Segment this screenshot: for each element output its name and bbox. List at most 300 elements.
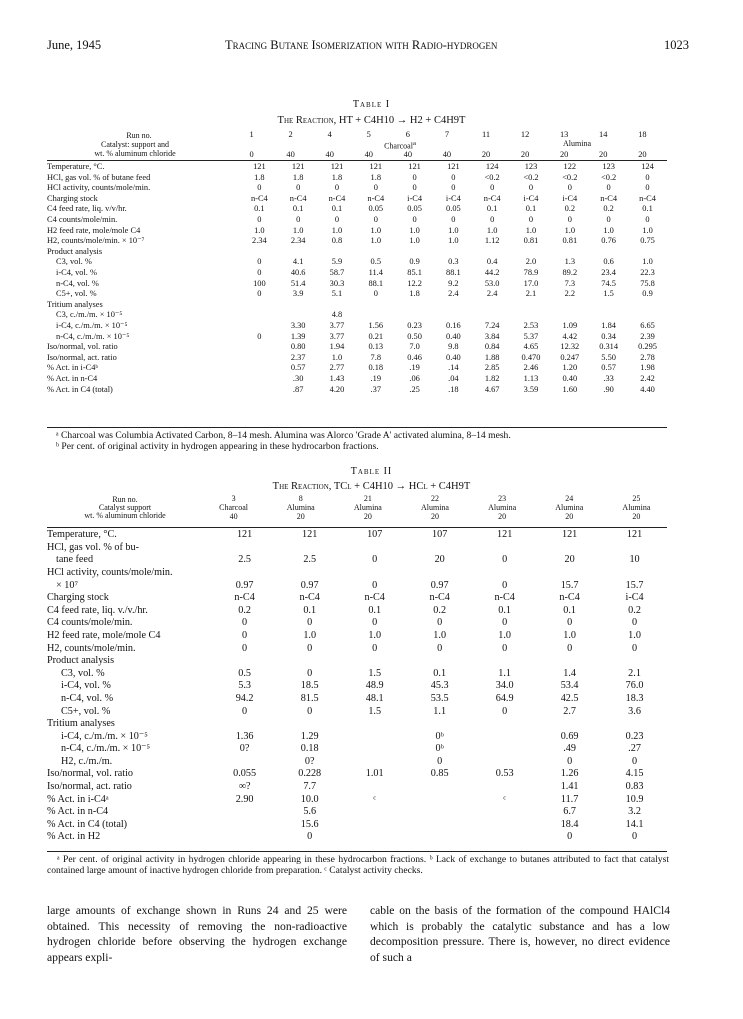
table1-row bbox=[47, 279, 667, 290]
table2-cell bbox=[602, 567, 667, 580]
table2-cell bbox=[407, 718, 472, 731]
table1-cell: 0 bbox=[451, 215, 456, 225]
table2-row-label: % Act. in C4 (total) bbox=[47, 818, 128, 830]
table1-cell: 0.9 bbox=[642, 289, 653, 299]
table2-cell: n-C4 bbox=[429, 592, 450, 604]
table2-cell: 15.7 bbox=[560, 579, 579, 591]
table2-row-label: H2, counts/mole/min. bbox=[47, 642, 136, 654]
table2-cell: 0.1 bbox=[433, 667, 447, 679]
table2-cell bbox=[342, 655, 407, 668]
table2-cell: 6.7 bbox=[563, 806, 576, 818]
table2-cell bbox=[407, 819, 472, 832]
table1-cell: 0.16 bbox=[446, 321, 461, 330]
table2-cell bbox=[212, 542, 277, 555]
table2-cell bbox=[472, 781, 537, 794]
table1-cell: 3.77 bbox=[329, 321, 345, 330]
table2-row-label: % Act. in H2 bbox=[47, 831, 101, 843]
table1-row-label: Iso/normal, vol. ratio bbox=[47, 342, 118, 352]
table1-row-label: C3, c./m./m. × 10⁻⁵ bbox=[56, 310, 123, 320]
table1-cell: 7.0 bbox=[409, 342, 420, 352]
table2-row-label: × 10⁷ bbox=[56, 579, 79, 591]
table2-cell: .49 bbox=[563, 743, 576, 755]
table1-cell: 0.84 bbox=[484, 342, 500, 352]
table2-cell: 0? bbox=[304, 755, 315, 767]
table1-cell: 2.42 bbox=[640, 373, 655, 383]
table1-cell: 0.1 bbox=[642, 204, 653, 214]
table1-cell: 1.0 bbox=[409, 236, 420, 246]
table2-cell bbox=[212, 806, 277, 819]
table2-pct-value: 20 bbox=[296, 511, 305, 521]
table1-run-number: 1 bbox=[249, 130, 254, 140]
table2-cell: 45.3 bbox=[430, 680, 449, 692]
table2-cell: 0.2 bbox=[433, 604, 447, 616]
table1-cell: 1.0 bbox=[564, 225, 576, 235]
table1-cell: n-C4 bbox=[367, 193, 385, 203]
table1-cell: 11.4 bbox=[368, 268, 383, 278]
table2-pct-value: 20 bbox=[498, 511, 507, 521]
table2-cell: 10 bbox=[629, 554, 640, 566]
table2-cell: 1.0 bbox=[303, 629, 317, 641]
table1-cell: 0 bbox=[567, 215, 572, 225]
table1-row-label: C3, vol. % bbox=[56, 257, 92, 267]
table2-cell: 14.1 bbox=[625, 818, 644, 830]
table1-cell: 1.39 bbox=[290, 331, 306, 341]
table1-bottom-rule bbox=[47, 427, 667, 428]
table1-cell: 1.0 bbox=[486, 225, 498, 235]
table1-cell bbox=[395, 247, 434, 258]
table1-cell: 0.57 bbox=[290, 363, 306, 373]
table1-cell: 0 bbox=[296, 215, 301, 225]
table1-pct-value: 40 bbox=[325, 150, 334, 160]
table1-cell: 1.0 bbox=[642, 225, 653, 235]
table2-row-label: HCl, gas vol. % of bu- bbox=[47, 541, 139, 553]
table2-cell: 0.5 bbox=[238, 667, 251, 679]
table1-cell bbox=[240, 300, 279, 311]
body-text-right: cable on the basis of the formation of the compound HAlCl4 which is probably the catalytic substance and has a low decomposition pressure. There is, however, no direct evidence of such a bbox=[370, 904, 670, 964]
table1-cell: 0 bbox=[412, 215, 417, 225]
table2-cell bbox=[407, 831, 472, 844]
table1-cell: 22.3 bbox=[640, 268, 655, 278]
table1-cell: 78.9 bbox=[523, 268, 539, 278]
table1-pct-value: 20 bbox=[481, 150, 491, 160]
table2-cell bbox=[472, 567, 537, 580]
table2-cell: ᶜ bbox=[503, 793, 506, 805]
table1-cell: 0 bbox=[528, 215, 534, 225]
table1-cell: 7.8 bbox=[370, 352, 382, 362]
table1-cell: 121 bbox=[369, 162, 383, 172]
table2-row bbox=[47, 668, 667, 681]
table2-cell: n-C4 bbox=[299, 592, 320, 604]
table2-row-label: tane feed bbox=[56, 554, 94, 566]
table1-cell: 0.80 bbox=[290, 342, 306, 352]
table1-cell: 3.59 bbox=[523, 384, 539, 394]
table1-cell: 5.37 bbox=[523, 331, 539, 341]
table2-row bbox=[47, 756, 667, 769]
table1-cell: 4.8 bbox=[331, 310, 343, 320]
table1-cell: 1.88 bbox=[484, 352, 500, 362]
table1-cell bbox=[473, 310, 512, 321]
table2-cell: 0 bbox=[437, 755, 443, 767]
table2-cell: 0 bbox=[502, 579, 508, 591]
table2-cell: 2.5 bbox=[238, 554, 251, 566]
table2-run-label: Run no. bbox=[112, 495, 138, 504]
table1-row-label: n-C4, vol. % bbox=[56, 278, 99, 288]
table2-footnote: ᵃ Per cent. of original activity in hydrogen chloride appearing in these hydrocarbon fractions. ᵇ Lack of exchange to butanes attributed to fact that catalyst contained large amount of inactive hydrogen chloride from preparation. ᶜ Catalyst activity checks. bbox=[47, 854, 669, 877]
table2-cell: 2.90 bbox=[235, 793, 254, 805]
table2-row bbox=[47, 605, 667, 618]
table2-cell bbox=[212, 655, 277, 668]
table1-row-label: C5+, vol. % bbox=[56, 289, 97, 299]
table1-run-number: 12 bbox=[520, 130, 530, 140]
table1-cell: .19 bbox=[370, 373, 382, 383]
table1-cell: 0.247 bbox=[560, 352, 580, 362]
table2-cell bbox=[472, 756, 537, 769]
table1-pct-row bbox=[232, 150, 662, 161]
table1-run-number: 2 bbox=[288, 130, 293, 140]
table1-cell: 1.43 bbox=[329, 373, 345, 383]
table1-cell: n-C4 bbox=[600, 193, 617, 203]
table1-cell: 4.1 bbox=[292, 257, 304, 267]
table2-cell: 0.23 bbox=[625, 730, 644, 742]
table1-cell: 0 bbox=[490, 183, 495, 193]
table1-cell: 1.0 bbox=[254, 225, 265, 235]
table1-cell: 1.13 bbox=[523, 373, 539, 383]
table2-cell: 0.18 bbox=[300, 743, 319, 755]
table2-cell bbox=[342, 731, 407, 744]
table1-cell bbox=[318, 247, 357, 258]
table1-cell: n-C4 bbox=[289, 193, 307, 203]
table2-cell: 0.83 bbox=[625, 781, 644, 793]
table2-cell bbox=[342, 718, 407, 731]
table1-cell: 4.20 bbox=[329, 384, 345, 394]
table2-cell bbox=[407, 542, 472, 555]
table2-cell: 0.53 bbox=[495, 768, 514, 780]
table1-cell: 0.50 bbox=[407, 331, 422, 341]
table2-row-label: i-C4, vol. % bbox=[61, 680, 111, 692]
table1-row bbox=[47, 257, 667, 268]
table2-cell: 0 bbox=[502, 705, 508, 717]
table1-cell: 17.0 bbox=[523, 278, 539, 288]
table2-support: Alumina bbox=[555, 502, 584, 512]
table2-row bbox=[47, 743, 667, 756]
table1-cell: 0.295 bbox=[638, 342, 657, 352]
table1-cell: 2.37 bbox=[290, 352, 306, 362]
table1-cell: 121 bbox=[291, 162, 305, 172]
table1-cell: 1.60 bbox=[562, 384, 578, 394]
table1-row-label: % Act. in n-C4 bbox=[47, 373, 98, 383]
table2-row-label: H2, c./m./m. bbox=[61, 755, 113, 767]
table2-cell: 0.2 bbox=[238, 604, 251, 616]
table1-cell: 0.76 bbox=[601, 236, 616, 246]
table1-cell: 0 bbox=[334, 183, 340, 193]
table2-cell bbox=[602, 655, 667, 668]
table1-row-label: H2 feed rate, mole/mole C4 bbox=[47, 225, 141, 235]
table2-pct-value: 20 bbox=[632, 511, 641, 521]
table1-cell: 74.5 bbox=[601, 278, 616, 288]
table1-cell: 0.40 bbox=[562, 373, 578, 383]
table2-row bbox=[47, 781, 667, 794]
table2-cell bbox=[472, 819, 537, 832]
table1-cell: 1.0 bbox=[603, 225, 614, 235]
table1-cell bbox=[240, 321, 279, 332]
table1-cell: 1.09 bbox=[562, 321, 578, 330]
table2-pct-label: wt. % aluminum chloride bbox=[84, 511, 166, 520]
table2-run-number: 25 bbox=[632, 493, 641, 503]
table1-cell: .06 bbox=[409, 373, 420, 383]
table1-cell: 0.23 bbox=[407, 321, 422, 330]
table1-cell: 1.84 bbox=[601, 321, 616, 330]
table1-cell: i-C4 bbox=[523, 193, 539, 203]
table2-cell: 18.4 bbox=[560, 818, 579, 830]
table1-cell: 0.05 bbox=[446, 204, 461, 214]
table2-row-label: Tritium analyses bbox=[47, 718, 115, 730]
header-date: June, 1945 bbox=[47, 38, 102, 52]
table1-label: Table I bbox=[352, 99, 391, 110]
table1-row-label: Tritium analyses bbox=[47, 299, 103, 309]
table2-cell: 3.2 bbox=[628, 806, 641, 818]
table1-cell: 0.46 bbox=[407, 352, 422, 362]
table2-cell bbox=[342, 819, 407, 832]
table1-cell: 2.34 bbox=[252, 236, 267, 246]
table1-cell: 1.0 bbox=[331, 352, 343, 362]
table1-cell: .19 bbox=[409, 363, 420, 373]
table1-run-label: Run no. bbox=[126, 131, 152, 140]
table2-run-number: 3 bbox=[231, 493, 236, 503]
table2-cell bbox=[277, 567, 342, 580]
table2-cell: 121 bbox=[302, 529, 318, 541]
table1-footnote-b: ᵇ Per cent. of original activity in hydrogen appearing in these hydrocarbon fractions. bbox=[56, 441, 379, 452]
table1-row-label: Iso/normal, act. ratio bbox=[47, 352, 117, 362]
table1-cell: 0 bbox=[412, 183, 417, 193]
table2-row-label: i-C4, c./m./m. × 10⁻⁵ bbox=[61, 730, 148, 742]
table2-row bbox=[47, 768, 667, 781]
table1-cell: 51.4 bbox=[290, 278, 306, 288]
table1-cell bbox=[589, 300, 628, 311]
table2-cell: 0 bbox=[307, 642, 313, 654]
table2-label: Table II bbox=[350, 466, 393, 477]
table2-body bbox=[47, 529, 667, 844]
table1-row-label: H2, counts/mole/min. × 10⁻⁷ bbox=[47, 236, 145, 246]
table1-cell: 5.9 bbox=[331, 257, 343, 267]
table2-cell: 1.0 bbox=[433, 629, 447, 641]
table1-run-number: 5 bbox=[366, 130, 371, 140]
table1-cell bbox=[279, 300, 318, 311]
table1-cell: 0.2 bbox=[564, 204, 576, 214]
table2-cell bbox=[472, 831, 537, 844]
table2-row bbox=[47, 693, 667, 706]
table2-run-number: 22 bbox=[430, 493, 439, 503]
table1-run-number: 7 bbox=[444, 130, 450, 140]
table2-cell: 0 bbox=[502, 642, 508, 654]
table1-cell: 0 bbox=[373, 215, 378, 225]
table2-cell: 5.3 bbox=[238, 680, 251, 692]
table1-cell: 1.0 bbox=[409, 225, 420, 235]
table1-cell bbox=[240, 374, 279, 385]
table2-row bbox=[47, 617, 667, 630]
table2-support: Alumina bbox=[488, 502, 517, 512]
table2-cell bbox=[342, 781, 407, 794]
table2-cell: 0 bbox=[242, 617, 248, 629]
table1-cell: 1.56 bbox=[368, 321, 384, 330]
table2-cell: 121 bbox=[236, 529, 253, 541]
table1-cell: 0.1 bbox=[331, 204, 343, 214]
table1-cell: 88.1 bbox=[446, 268, 461, 278]
table2-cell: 0 bbox=[307, 705, 313, 717]
table1-cell: 1.5 bbox=[603, 289, 614, 299]
table2-cell: 20 bbox=[564, 554, 575, 566]
table1-cell: .90 bbox=[603, 384, 614, 394]
table1-run-number: 4 bbox=[327, 130, 332, 140]
table1-row-label: HCl, gas vol. % of butane feed bbox=[47, 172, 151, 182]
table2-row-label: n-C4, vol. % bbox=[61, 692, 114, 704]
table2-cell: 2.7 bbox=[563, 705, 576, 717]
table1-cell: 0 bbox=[373, 289, 378, 299]
table2-cell: 5.6 bbox=[303, 806, 317, 818]
table1-row-label: % Act. in i-C4ᵇ bbox=[47, 363, 98, 373]
table1-run-number: 13 bbox=[559, 130, 569, 140]
table2-cell: 1.01 bbox=[365, 768, 384, 780]
table1-cell: 40.6 bbox=[290, 268, 306, 278]
table1-cell: 85.1 bbox=[407, 268, 422, 278]
table1-pct-value: 40 bbox=[286, 150, 295, 160]
table2-cell bbox=[277, 542, 342, 555]
table1-cell: <0.2 bbox=[523, 172, 539, 182]
table2-row bbox=[47, 592, 667, 605]
table2-cell: 107 bbox=[432, 529, 448, 541]
table1-cell bbox=[395, 310, 434, 321]
table2-row-label: C5+, vol. % bbox=[61, 705, 111, 717]
table2-cell: 0 bbox=[307, 667, 313, 679]
table1-cell: 0 bbox=[567, 183, 572, 193]
table1-cell: 0 bbox=[528, 183, 534, 193]
table1-cell: 0.1 bbox=[525, 204, 537, 214]
table1-pct-value: 40 bbox=[442, 150, 452, 160]
table1-cell: 1.0 bbox=[292, 225, 304, 235]
table2-cell: 94.2 bbox=[235, 692, 254, 704]
table1-cell: 2.0 bbox=[525, 257, 537, 267]
table1-group-charcoal: Charcoal$^a$ bbox=[384, 140, 416, 151]
table1-row-label: C4 feed rate, liq. v/v/hr. bbox=[47, 204, 127, 214]
table2-cell: 0.69 bbox=[560, 730, 579, 742]
table1-cell bbox=[356, 310, 395, 321]
table2-support: Alumina bbox=[622, 502, 651, 512]
table2-row bbox=[47, 819, 667, 832]
table1-catalyst-label: Catalyst: support and bbox=[101, 140, 169, 149]
table1-cell: 0.40 bbox=[446, 352, 461, 362]
table1-pct-label: wt. % aluminum chloride bbox=[94, 149, 176, 158]
table2-support-label: Catalyst support bbox=[98, 503, 152, 512]
table1-row bbox=[47, 321, 667, 332]
table1-row-label: C4 counts/mole/min. bbox=[47, 215, 118, 225]
table1-cell: <0.2 bbox=[601, 172, 617, 182]
table2-cell: 0.055 bbox=[233, 768, 257, 780]
table1-cell: 4.40 bbox=[640, 384, 655, 394]
table2-row-label: Charging stock bbox=[47, 592, 109, 604]
table2-cell: 3.6 bbox=[628, 705, 641, 717]
table1-cell: 1.0 bbox=[331, 225, 343, 235]
table1-pct-value: 20 bbox=[559, 150, 569, 160]
table1-cell: 0 bbox=[645, 215, 650, 225]
table1-row-label: Charging stock bbox=[47, 193, 98, 203]
table1-cell: n-C4 bbox=[328, 193, 346, 203]
table1-cell bbox=[395, 300, 434, 311]
table2-cell: 0ᵇ bbox=[435, 743, 444, 755]
table1-cell: 1.98 bbox=[640, 363, 655, 373]
table2-run-number: 24 bbox=[565, 493, 574, 503]
table2-row-label: Iso/normal, act. ratio bbox=[47, 781, 132, 793]
table1-cell: 0 bbox=[296, 183, 301, 193]
table1-row bbox=[47, 194, 667, 205]
table2-cell: 0 bbox=[632, 831, 638, 843]
table1-cell: .30 bbox=[292, 373, 304, 383]
table2-row bbox=[47, 831, 667, 844]
table2-cell: .27 bbox=[628, 743, 641, 755]
table2-cell: 107 bbox=[367, 529, 383, 541]
table2-cell bbox=[212, 756, 277, 769]
table1-cell: 53.0 bbox=[484, 278, 500, 288]
table1-footnote-a: ᵃ Charcoal was Columbia Activated Carbon, 8–14 mesh. Alumina was Alorco 'Grade A' activated alumina, 8–14 mesh. bbox=[56, 430, 511, 441]
table2-row bbox=[47, 718, 667, 731]
table1-cell: .37 bbox=[370, 384, 382, 394]
table2-cell bbox=[407, 567, 472, 580]
table2-cell: 121 bbox=[497, 529, 513, 541]
table2-run-number: 8 bbox=[298, 493, 303, 503]
table2-cell: 0 bbox=[632, 642, 638, 654]
table2-row-label: n-C4, c./m./m. × 10⁻⁵ bbox=[61, 743, 151, 755]
table2-cell: ∞? bbox=[238, 781, 251, 793]
table1-run-number: 6 bbox=[405, 130, 410, 140]
table1-cell: 2.2 bbox=[564, 289, 576, 299]
table2-cell bbox=[277, 655, 342, 668]
table1-cell: 0.1 bbox=[292, 204, 304, 214]
table1-cell: 12.2 bbox=[407, 278, 422, 288]
table1-cell: 1.8 bbox=[292, 172, 304, 182]
table1-cell: 1.8 bbox=[254, 172, 265, 182]
table1-cell: <0.2 bbox=[562, 172, 578, 182]
table1-cell bbox=[240, 342, 279, 353]
table1-cell: 0 bbox=[257, 331, 262, 341]
table2-row bbox=[47, 542, 667, 555]
table2-cell bbox=[277, 718, 342, 731]
table1-cell: 0 bbox=[451, 172, 456, 182]
table1-row-label: Product analysis bbox=[47, 246, 103, 256]
table1-cell: 0.18 bbox=[368, 363, 384, 373]
table1-cell: <0.2 bbox=[484, 172, 500, 182]
table2-cell: 1.1 bbox=[433, 705, 447, 717]
table2-cell: 1.29 bbox=[300, 730, 319, 742]
table1-cell: 0.2 bbox=[603, 204, 614, 214]
table2-row-label: HCl activity, counts/mole/min. bbox=[47, 566, 173, 578]
table2-cell: 42.5 bbox=[560, 692, 579, 704]
table1-cell: 2.4 bbox=[448, 289, 459, 299]
table1-cell: 121 bbox=[408, 162, 421, 172]
table1-cell bbox=[279, 310, 318, 321]
table2-support: Alumina bbox=[420, 502, 449, 512]
table2-cell: 2.5 bbox=[303, 554, 317, 566]
table1-cell: 0.3 bbox=[448, 257, 459, 267]
table2-cell bbox=[212, 831, 277, 844]
table2-cell: n-C4 bbox=[559, 592, 580, 604]
table2-cell: 2.1 bbox=[628, 667, 641, 679]
table2-cell bbox=[537, 542, 602, 555]
table2-cell: 1.41 bbox=[560, 781, 579, 793]
table1-pct-value: 40 bbox=[364, 150, 373, 160]
table2-row bbox=[47, 579, 667, 592]
table2-cell bbox=[472, 655, 537, 668]
table2-cell: 1.4 bbox=[563, 667, 576, 679]
table1-cell bbox=[279, 247, 318, 258]
table2-row bbox=[47, 529, 667, 542]
